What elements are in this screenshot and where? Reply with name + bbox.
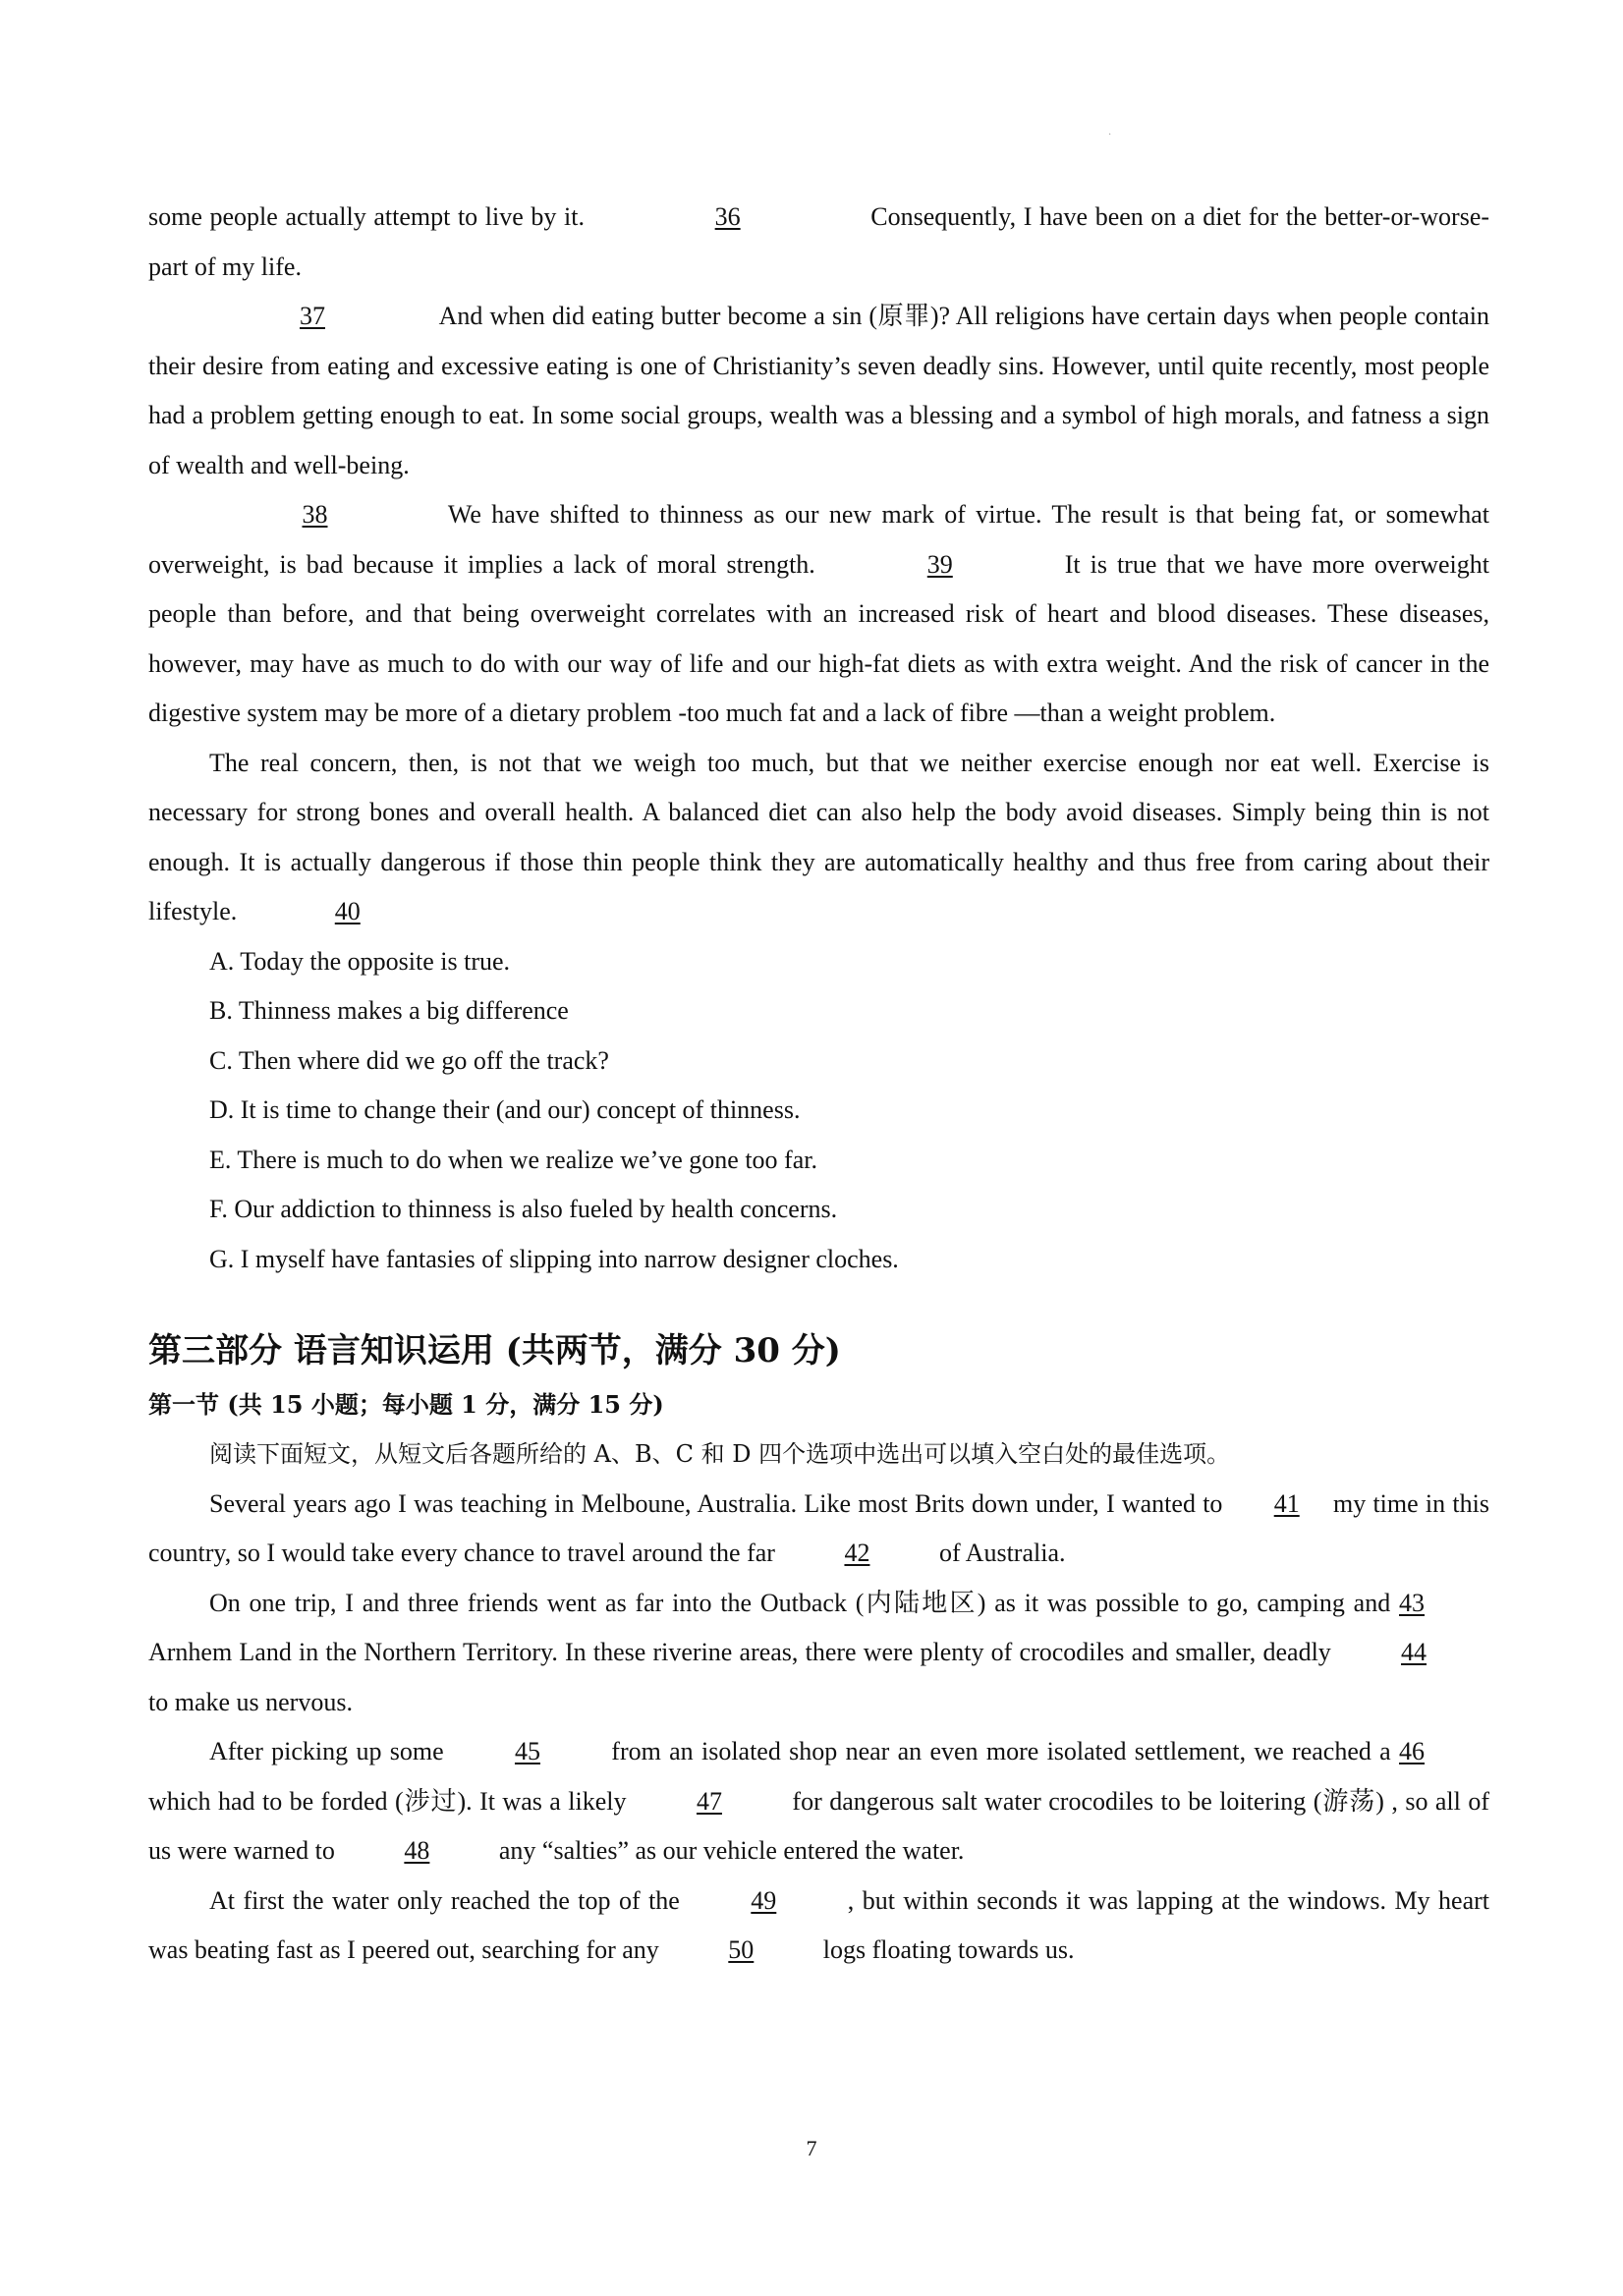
option-f: F. Our addiction to thinness is also fueled by health concerns. — [209, 1195, 838, 1223]
blank-39: 39 — [926, 549, 953, 579]
options-list — [148, 937, 1489, 1285]
passage-paragraph-1: some people actually attempt to live by it. 36 Consequently, I have been on a diet for the better-or-worse-part of my life. — [148, 193, 1489, 292]
blank-47: 47 — [696, 1786, 722, 1816]
section-3-title: 第三部分 语言知识运用 (共两节，满分 30 分) — [148, 1331, 841, 1371]
option-b: B. Thinness makes a big difference — [209, 996, 569, 1025]
blank-44: 44 — [1401, 1638, 1427, 1666]
blank-38: 38 — [302, 500, 328, 529]
option-c: C. Then where did we go off the track? — [209, 1045, 609, 1075]
page-content — [148, 193, 1489, 1976]
header-mark: · — [1108, 130, 1112, 140]
blank-36: 36 — [714, 202, 741, 231]
passage-paragraph-4: The real concern, then, is not that we weigh too much, but that we neither exercise enough nor eat well. Exercise is necessary for strong bones and overall health. A balanced diet can also help the body avoid diseases. Simply being thin is not enough. It is actually dangerous if those thin people think they are automatically healthy and thus free from caring about their lifestyle. 40 — [148, 739, 1489, 937]
passage-paragraph-3: 38 We have shifted to thinness as our new mark of virtue. The result is that being fat, or somewhat overweight, is bad because it implies a lack of moral strength. 39 It is true that we have more overweight people than before, and that being overweight correlates with an increased risk of heart and blood diseases. These diseases, however, may have as much to do with our way of life and our high-fat diets as with extra weight. And the risk of cancer in the digestive system may be more of a dietary problem -too much fat and a lack of fibre —than a weight problem. — [148, 490, 1489, 739]
blank-37: 37 — [300, 302, 325, 330]
cloze-paragraph-2: On one trip, I and three friends went as far into the Outback (内陆地区) as it was possible to go, camping and 43 Arnhem Land in the Northern Territory. In these riverine areas, there were plenty of crocodiles and smaller, deadly 44 to make us nervous. — [148, 1579, 1489, 1728]
blank-45: 45 — [514, 1737, 540, 1765]
option-g: G. I myself have fantasies of slipping into narrow designer cloches. — [209, 1244, 899, 1273]
cloze-paragraph-1: Several years ago I was teaching in Melboune, Australia. Like most Brits down under, I wanted to 41 my time in this country, so I would take every chance to travel around the far 42 of Australia. — [148, 1480, 1489, 1579]
blank-43: 43 — [1399, 1588, 1426, 1617]
passage-paragraph-2: 37 And when did eating butter become a sin (原罪)? All religions have certain days when people contain their desire from eating and excessive eating is one of Christianity’s seven deadly sins. However, until quite recently, most people had a problem getting enough to eat. In some social groups, wealth was a blessing and a symbol of high morals, and fatness a sign of wealth and well-being. — [148, 292, 1489, 490]
cloze-paragraph-4: At first the water only reached the top of the 49 , but within seconds it was lapping at the windows. My heart was beating fast as I peered out, searching for any 50 logs floating towards us. — [148, 1876, 1489, 1976]
cloze-paragraph-3: After picking up some 45 from an isolated shop near an even more isolated settlement, we reached a 46 which had to be forded (涉过). It was a likely 47 for dangerous salt water crocodiles to be loitering (游荡) , so all of us were warned to 48 any “salties” as our vehicle entered the water. — [148, 1727, 1489, 1876]
option-d: D. It is time to change their (and our) concept of thinness. — [209, 1095, 801, 1124]
blank-48: 48 — [404, 1836, 430, 1865]
blank-49: 49 — [751, 1885, 777, 1915]
blank-42: 42 — [844, 1539, 870, 1567]
blank-40: 40 — [334, 897, 361, 925]
subsection-1-title: 第一节 (共 15 小题；每小题 1 分，满分 15 分) — [148, 1390, 664, 1419]
instruction-text: 阅读下面短文，从短文后各题所给的 A、B、C 和 D 四个选项中选出可以填入空白处的最佳选项。 — [209, 1440, 1231, 1468]
option-a: A. Today the opposite is true. — [209, 946, 511, 976]
blank-41: 41 — [1273, 1488, 1300, 1518]
page-number: 7 — [806, 2136, 817, 2160]
blank-50: 50 — [728, 1935, 755, 1964]
option-e: E. There is much to do when we realize we’ve gone too far. — [209, 1145, 817, 1174]
blank-46: 46 — [1399, 1737, 1426, 1765]
